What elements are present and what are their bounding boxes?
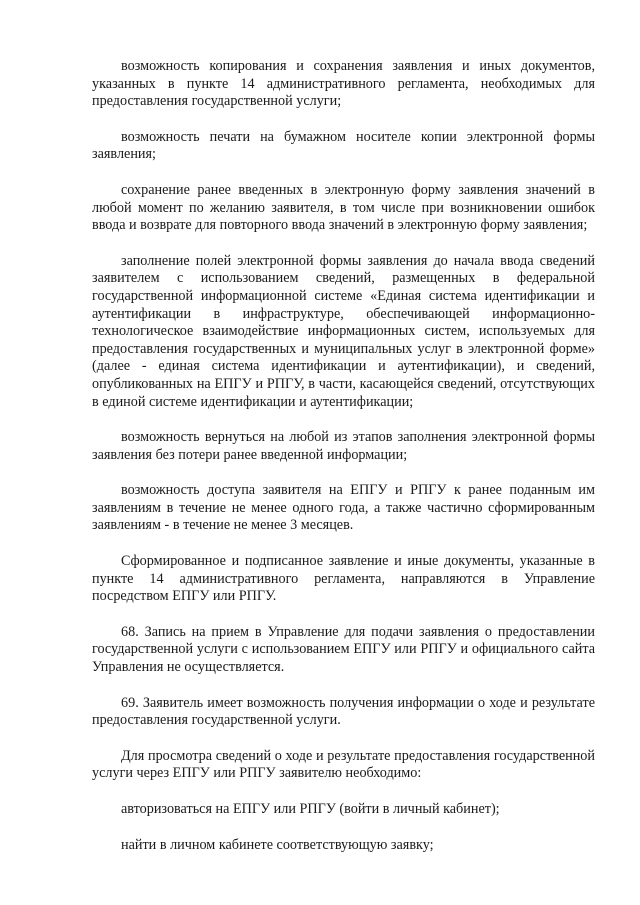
paragraph-return-to-step: возможность вернуться на любой из этапов заполнения электронной формы заявления без потери ранее введенной информации; (92, 429, 595, 463)
paragraph-autofill-fields: заполнение полей электронной формы заявления до начала ввода сведений заявителем с использованием сведений, размещенных в федеральной государственной информационной системе «Единая система идентификации и аутентификации в инфраструктуре, обеспечивающей информационно-технологическое взаимодействие информационных систем, используемых для предоставления государственных и муниципальных услуг в электронной форме» (далее - единая система идентификации и аутентификации), и сведений, опубликованных на ЕПГУ и РПГУ, в части, касающейся сведений, отсутствующих в единой системе идентификации и аутентификации; (92, 252, 595, 410)
paragraph-step-authorize: авторизоваться на ЕПГУ или РПГУ (войти в личный кабинет); (121, 801, 500, 817)
paragraph-item-69: 69. Заявитель имеет возможность получения информации о ходе и результате предоставления государственной услуги. (92, 694, 595, 729)
paragraph-print-copy: возможность печати на бумажном носителе копии электронной формы заявления; (92, 128, 595, 163)
paragraph-save-values: сохранение ранее введенных в электронную форму заявления значений в любой момент по желанию заявителя, в том числе при возникновении ошибок ввода и возврате для повторного ввода значений в электронную форму заявления; (92, 181, 595, 234)
document-page (92, 58, 595, 872)
paragraph-item-68: 68. Запись на прием в Управление для подачи заявления о предоставлении государственной услуги с использованием ЕПГУ или РПГУ и официального сайта Управления не осуществляется. (92, 623, 595, 676)
paragraph-copy-save: возможность копирования и сохранения заявления и иных документов, указанных в пункте 14 административного регламента, необходимых для предоставления государственной услуги; (92, 58, 595, 110)
paragraph-access-applications: возможность доступа заявителя на ЕПГУ и РПГУ к ранее поданным им заявлениям в течение не менее одного года, а также частично сформированным заявлениям - в течение не менее 3 месяцев. (92, 482, 595, 534)
paragraph-submission: Сформированное и подписанное заявление и иные документы, указанные в пункте 14 административного регламента, направляются в Управление посредством ЕПГУ или РПГУ. (92, 553, 595, 605)
paragraph-view-status-intro: Для просмотра сведений о ходе и результате предоставления государственной услуги через ЕПГУ или РПГУ заявителю необходимо: (92, 747, 595, 782)
paragraph-step-find-request: найти в личном кабинете соответствующую заявку; (121, 836, 434, 853)
